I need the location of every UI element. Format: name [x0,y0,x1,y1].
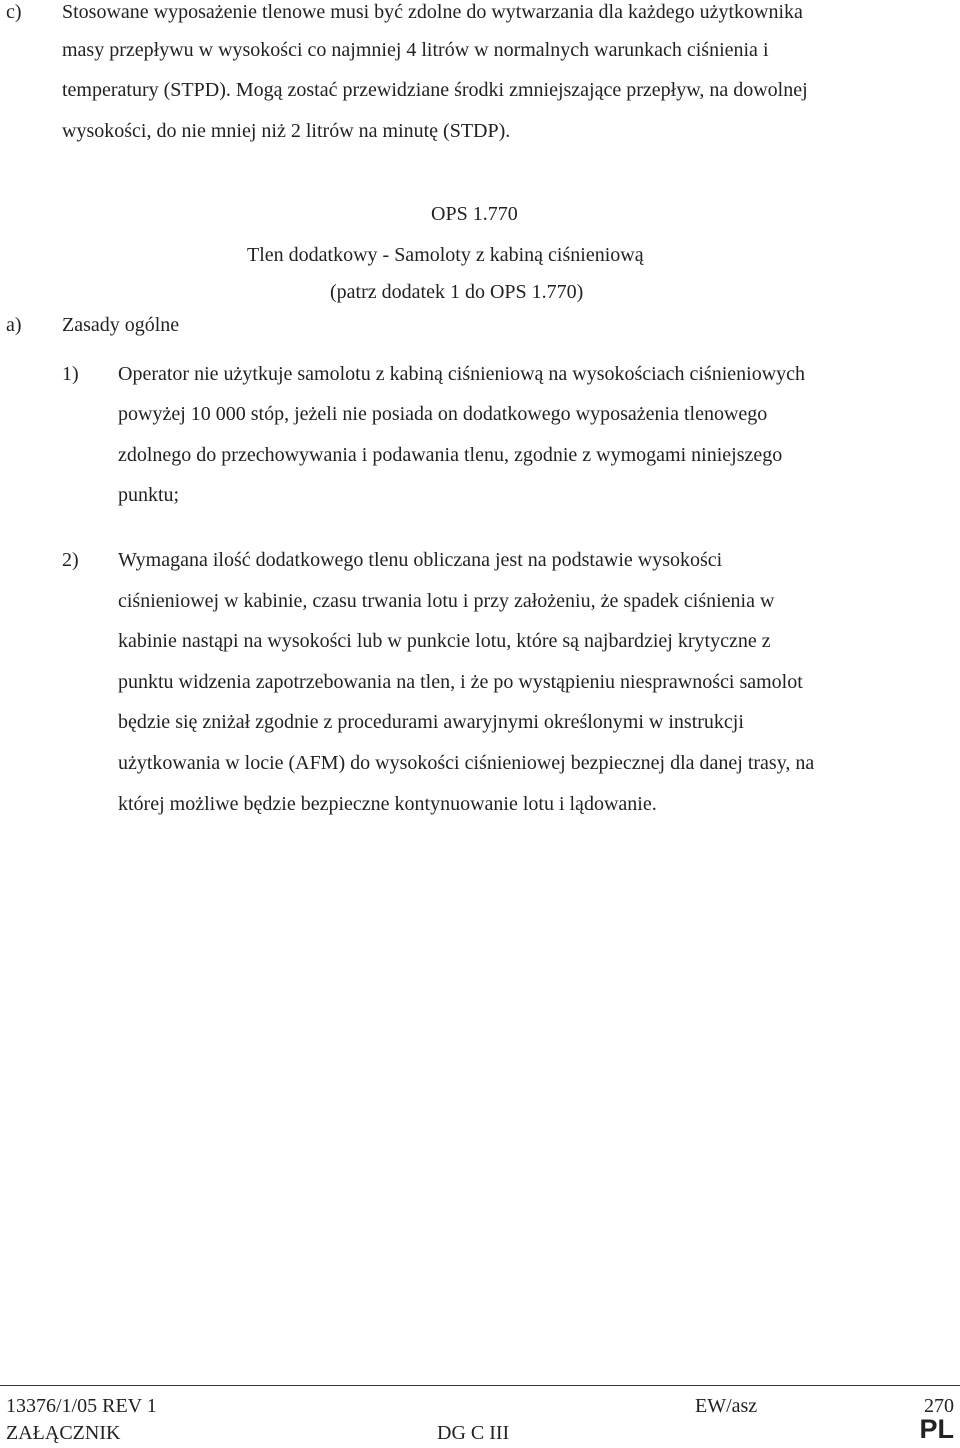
section-c-line: temperatury (STPD). Mogą zostać przewidziane środki zmniejszające przepływ, na dowolnej [62,79,808,101]
heading-code: OPS 1.770 [431,203,518,225]
item-2-line: kabinie nastąpi na wysokości lub w punkcie lotu, które są najbardziej krytyczne z [118,630,771,652]
item-2-marker: 2) [62,549,79,571]
footer-document-reference: 13376/1/05 REV 1 [6,1395,157,1417]
footer-initials: EW/asz [695,1395,758,1417]
section-a-title: Zasady ogólne [62,314,180,336]
footer-language-code: PL [919,1414,954,1444]
item-1-marker: 1) [62,363,79,385]
footer-divider [0,1385,960,1386]
item-1-line: punktu; [118,484,180,506]
footer-directorate: DG C III [437,1422,510,1444]
footer-annex-label: ZAŁĄCZNIK [6,1422,121,1444]
item-2-line: użytkowania w locie (AFM) do wysokości ciśnieniowej bezpiecznej dla danej trasy, na [118,752,815,774]
item-2-line: będzie się zniżał zgodnie z procedurami awaryjnymi określonymi w instrukcji [118,711,744,733]
section-c-line: masy przepływu w wysokości co najmniej 4 litrów w normalnych warunkach ciśnienia i [62,39,769,61]
item-2-line: punktu widzenia zapotrzebowania na tlen, i że po wystąpieniu niesprawności samolot [118,671,803,693]
heading-title: Tlen dodatkowy - Samoloty z kabiną ciśnieniową [247,244,644,266]
item-1-line: Operator nie użytkuje samolotu z kabiną ciśnieniową na wysokościach ciśnieniowych [118,363,806,385]
heading-reference: (patrz dodatek 1 do OPS 1.770) [330,281,584,303]
section-c-marker: c) [6,1,22,23]
item-2-line: ciśnieniowej w kabinie, czasu trwania lotu i przy założeniu, że spadek ciśnienia w [118,590,775,612]
item-2-line: Wymagana ilość dodatkowego tlenu obliczana jest na podstawie wysokości [118,549,723,571]
item-1-line: zdolnego do przechowywania i podawania tlenu, zgodnie z wymogami niniejszego [118,444,783,466]
section-c-line: Stosowane wyposażenie tlenowe musi być zdolne do wytwarzania dla każdego użytkownika [62,1,803,23]
section-a-marker: a) [6,314,22,336]
section-c-line: wysokości, do nie mniej niż 2 litrów na minutę (STDP). [62,120,511,142]
item-1-line: powyżej 10 000 stóp, jeżeli nie posiada on dodatkowego wyposażenia tlenowego [118,403,768,425]
item-2-line: której możliwe będzie bezpieczne kontynuowanie lotu i lądowanie. [118,793,657,815]
footer-page-number: 270 [924,1395,954,1417]
